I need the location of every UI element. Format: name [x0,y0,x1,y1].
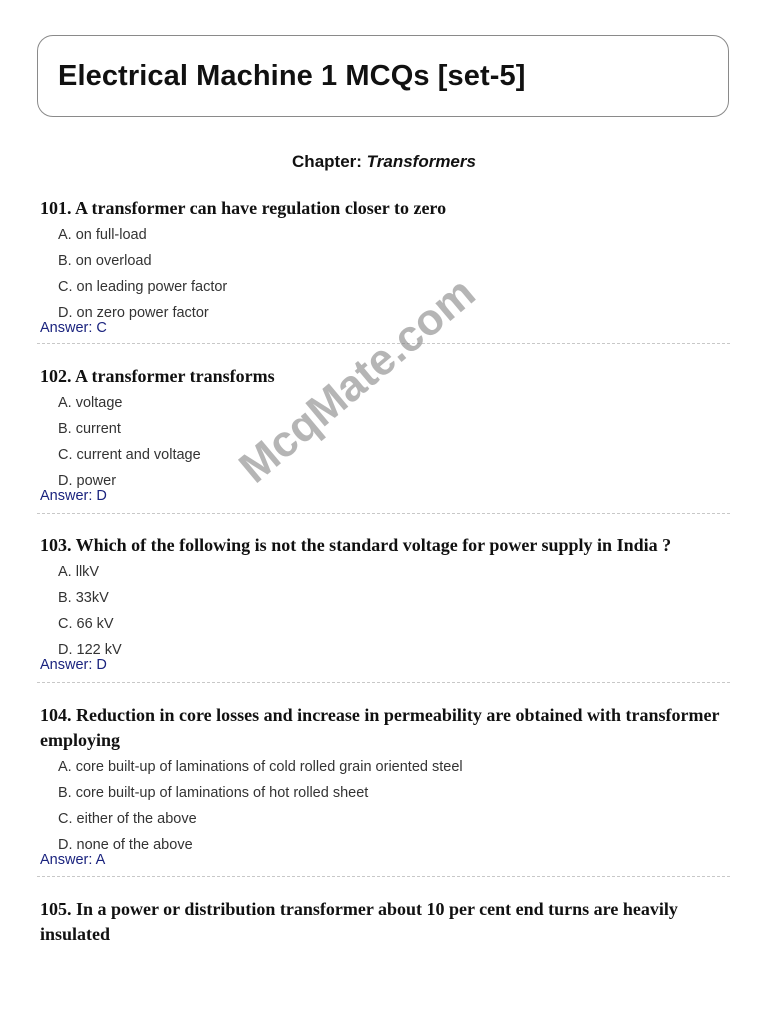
title-box [37,35,729,117]
question-105 [40,897,730,947]
option-b: B. on overload [58,253,152,269]
divider [37,513,730,514]
option-c: C. on leading power factor [58,279,228,295]
chapter-name: Transformers [366,152,476,171]
answer: Answer: D [40,657,107,673]
options-list [40,222,730,326]
divider [37,876,730,877]
question-text: 105. In a power or distribution transformer about 10 per cent end turns are heavily insulated [40,899,678,944]
option-d: D. none of the above [58,837,193,853]
divider [37,343,730,344]
question-text: 102. A transformer transforms [40,366,275,386]
option-d: D. power [58,473,117,489]
question-102 [40,364,730,503]
page-title: Electrical Machine 1 MCQs [set-5] [58,60,526,92]
option-a: A. llkV [58,564,100,580]
options-list [40,559,730,663]
question-101 [40,196,730,335]
chapter-heading [0,152,768,172]
option-b: B. current [58,421,121,437]
option-b: B. 33kV [58,590,109,606]
question-text: 101. A transformer can have regulation closer to zero [40,198,447,218]
answer: Answer: A [40,852,106,868]
option-b: B. core built-up of laminations of hot rolled sheet [58,785,369,801]
option-a: A. core built-up of laminations of cold rolled grain oriented steel [58,759,463,775]
question-text: 103. Which of the following is not the standard voltage for power supply in India ? [40,535,672,555]
option-d: D. on zero power factor [58,305,209,321]
answer: Answer: C [40,320,107,336]
option-c: C. 66 kV [58,616,114,632]
option-c: C. either of the above [58,811,197,827]
question-103 [40,533,730,672]
question-text: 104. Reduction in core losses and increase in permeability are obtained with transformer employing [40,705,720,750]
watermark: McqMate.com [230,267,485,493]
option-a: A. on full-load [58,227,147,243]
answer: Answer: D [40,488,107,504]
question-104 [40,703,730,867]
option-d: D. 122 kV [58,642,122,658]
divider [37,682,730,683]
option-a: A. voltage [58,395,123,411]
options-list [40,754,730,858]
option-c: C. current and voltage [58,447,201,463]
chapter-label: Chapter: [292,152,362,171]
options-list [40,390,730,494]
